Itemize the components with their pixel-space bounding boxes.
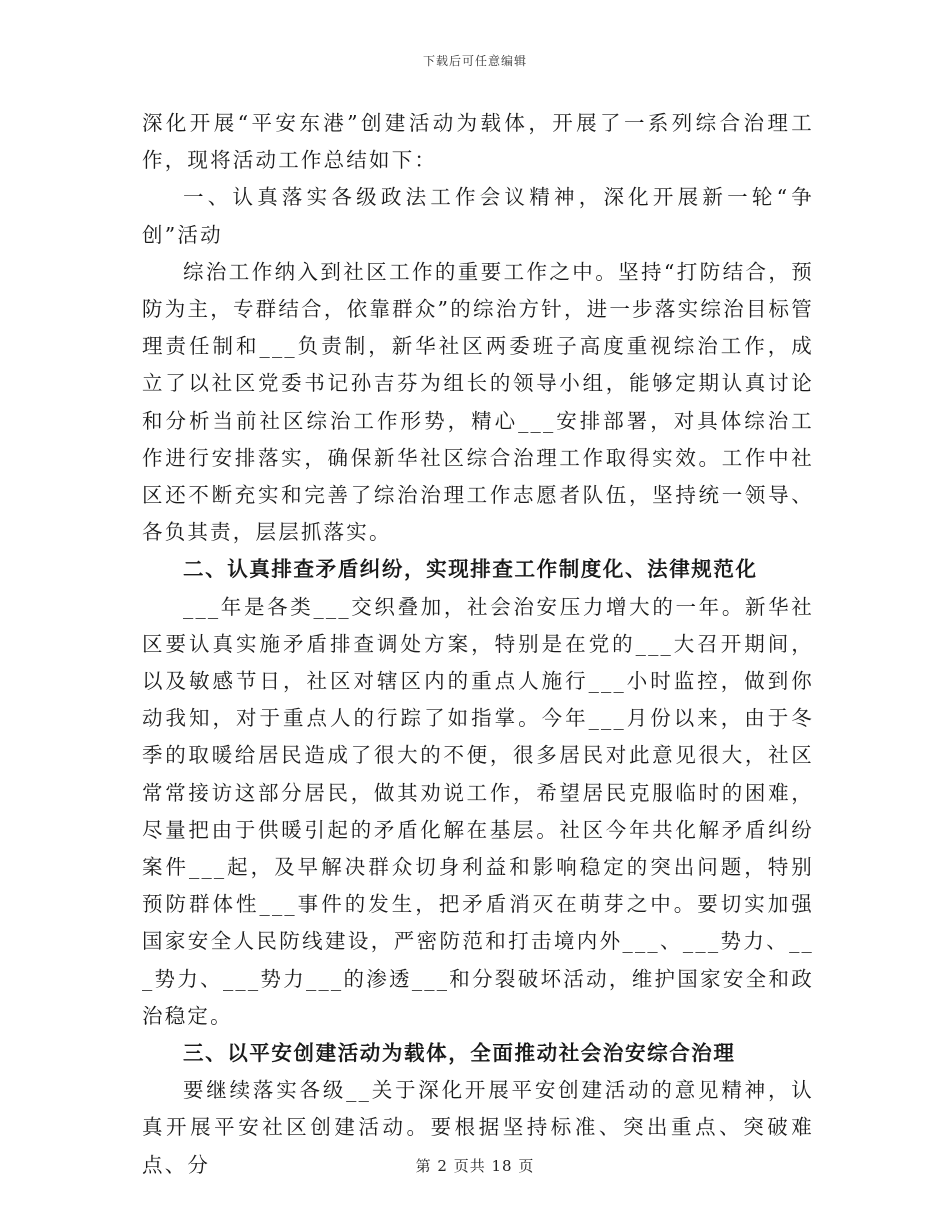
page-header-note: 下载后可任意编辑	[422, 54, 527, 68]
section-1-title: 一、认真落实各级政法工作会议精神，深化开展新一轮“争创”活动	[142, 185, 814, 247]
section-3-paragraph: 要继续落实各级__关于深化开展平安创建活动的意见精神，认真开展平安社区创建活动。要根据坚持标准、突出重点、突破难点、分	[142, 1078, 814, 1177]
document-body	[142, 105, 814, 1184]
section-2-paragraph: ___年是各类___交织叠加，社会治安压力增大的一年。新华社区要认真实施矛盾排查调处方案，特别是在党的___大召开期间，以及敏感节日，社区对辖区内的重点人施行___小时监控，做到你动我知，对于重点人的行踪了如指掌。今年___月份以来，由于冬季的取暖给居民造成了很大的不便，很多居民对此意见很大，社区常常接访这部分居民，做其劝说工作，希望居民克服临时的困难，尽量把由于供暖引起的矛盾化解在基层。社区今年共化解矛盾纠纷案件___起，及早解决群众切身利益和影响稳定的突出问题，特别预防群体性___事件的发生，把矛盾消灭在萌芽之中。要切实加强国家安全人民防线建设，严密防范和打击境内外___、___势力、___势力、___势力___的渗透___和分裂破坏活动，维护国家安全和政治稳定。	[142, 594, 814, 1028]
section-1-paragraph: 综治工作纳入到社区工作的重要工作之中。坚持“打防结合，预防为主，专群结合，依靠群众”的综治方针，进一步落实综治目标管理责任制和___负责制，新华社区两委班子高度重视综治工作，成立了以社区党委书记孙吉芬为组长的领导小组，能够定期认真讨论和分析当前社区综治工作形势，精心___安排部署，对具体综治工作进行安排落实，确保新华社区综合治理工作取得实效。工作中社区还不断充实和完善了综治治理工作志愿者队伍，坚持统一领导、各负其责，层层抓落实。	[142, 259, 814, 545]
page-number-footer: 第 2 页共 18 页	[415, 1157, 535, 1175]
section-2-heading: 二、认真排查矛盾纠纷，实现排查工作制度化、法律规范化	[183, 557, 758, 582]
intro-paragraph: 深化开展“平安东港”创建活动为载体，开展了一系列综合治理工作，现将活动工作总结如下：	[142, 111, 814, 173]
section-3-heading: 三、以平安创建活动为载体，全面推动社会治安综合治理	[183, 1041, 736, 1066]
